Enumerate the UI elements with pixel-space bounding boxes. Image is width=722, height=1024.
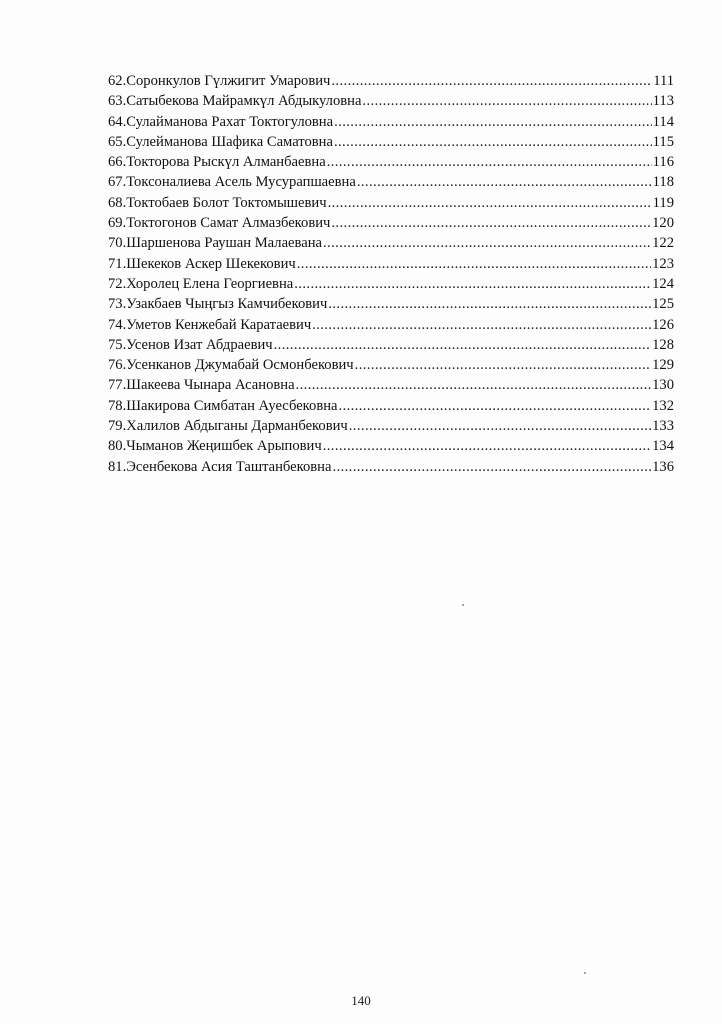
toc-dot-leader xyxy=(355,355,651,375)
toc-entry xyxy=(108,315,674,335)
toc-entry xyxy=(108,233,674,253)
toc-entry xyxy=(108,375,674,395)
toc-dot-leader xyxy=(362,91,651,111)
toc-dot-leader xyxy=(274,335,652,355)
toc-entry-name: 73.Узакбаев Чыңгыз Камчибекович xyxy=(108,296,328,313)
toc-entry-page: 136 xyxy=(652,458,674,475)
toc-entry-name: 64.Сулайманова Рахат Токтогуловна xyxy=(108,113,334,130)
toc-dot-leader xyxy=(327,152,652,172)
toc-dot-leader xyxy=(331,71,652,91)
toc-dot-leader xyxy=(334,132,652,152)
toc-entry xyxy=(108,396,674,416)
toc-entry xyxy=(108,355,674,375)
toc-entry xyxy=(108,193,674,213)
toc-entry xyxy=(108,132,674,152)
toc-entry-page: 122 xyxy=(652,235,674,252)
toc-dot-leader xyxy=(332,457,651,477)
toc-dot-leader xyxy=(296,375,652,395)
toc-entry-page: 133 xyxy=(652,418,674,435)
toc-entry-page: 116 xyxy=(652,154,674,171)
toc-dot-leader xyxy=(323,436,651,456)
toc-entry-name: 62.Соронкулов Гүлжигит Умарович xyxy=(108,73,331,89)
toc-dot-leader xyxy=(323,233,651,253)
toc-entry-name: 70.Шаршенова Раушан Малаевана xyxy=(108,235,322,252)
toc-entry-page: 124 xyxy=(652,275,674,292)
toc-dot-leader xyxy=(339,396,652,416)
toc-entry-page: 125 xyxy=(652,296,674,313)
toc-entry-name: 74.Уметов Кенжебай Каратаевич xyxy=(108,316,312,333)
scan-speck xyxy=(462,604,464,606)
toc-entry xyxy=(108,112,674,132)
toc-dot-leader xyxy=(331,213,651,233)
toc-dot-leader xyxy=(328,294,651,314)
toc-entry-page: 126 xyxy=(652,316,674,333)
toc-entry-page: 115 xyxy=(652,133,674,150)
toc-entry-name: 80.Чыманов Жеңишбек Арыпович xyxy=(108,438,322,455)
toc-entry-page: 118 xyxy=(652,174,674,191)
toc-entry-name: 67.Токсоналиева Асель Мусурапшаевна xyxy=(108,174,356,191)
toc-entry xyxy=(108,254,674,274)
scan-speck xyxy=(584,972,586,974)
page-number: 140 xyxy=(351,993,371,1008)
toc-entry-page: 119 xyxy=(652,194,674,211)
toc-entry-page: 128 xyxy=(652,336,674,353)
toc-dot-leader xyxy=(297,254,651,274)
toc-entry-page: 129 xyxy=(652,357,674,374)
toc-entry-name: 69.Токтогонов Самат Алмазбекович xyxy=(108,215,331,232)
toc-dot-leader xyxy=(312,315,651,335)
toc-entry-name: 68.Токтобаев Болот Токтомышевич xyxy=(108,194,327,211)
toc-entry xyxy=(108,274,674,294)
toc-entry-page: 111 xyxy=(653,73,674,89)
toc-entry-name: 75.Усенов Изат Абдраевич xyxy=(108,336,273,353)
toc-entry xyxy=(108,457,674,477)
toc-entry-page: 113 xyxy=(652,93,674,110)
toc-entry-page: 114 xyxy=(652,113,674,130)
toc-entry xyxy=(108,71,674,91)
toc-entry-page: 130 xyxy=(652,377,674,394)
toc-dot-leader xyxy=(349,416,651,436)
toc-entry-name: 78.Шакирова Симбатан Ауесбековна xyxy=(108,397,338,414)
toc-entry-name: 63.Сатыбекова Майрамкүл Абдыкуловна xyxy=(108,93,362,110)
toc-entry-page: 120 xyxy=(652,215,674,232)
toc-dot-leader xyxy=(357,172,652,192)
toc-entry-name: 66.Токторова Рыскүл Алманбаевна xyxy=(108,154,326,171)
table-of-contents xyxy=(108,71,674,477)
toc-entry xyxy=(108,172,674,192)
toc-entry xyxy=(108,91,674,111)
toc-entry-page: 132 xyxy=(652,397,674,414)
toc-entry-name: 71.Шекеков Аскер Шекекович xyxy=(108,255,296,272)
toc-entry xyxy=(108,294,674,314)
toc-entry-page: 134 xyxy=(652,438,674,455)
toc-entry xyxy=(108,213,674,233)
toc-entry-name: 76.Усенканов Джумабай Осмонбекович xyxy=(108,357,354,374)
toc-entry-name: 65.Сулейманова Шафика Саматовна xyxy=(108,133,333,150)
toc-entry-name: 72.Хоролец Елена Георгиевна xyxy=(108,275,294,292)
toc-entry-name: 77.Шакеева Чынара Асановна xyxy=(108,377,295,394)
toc-entry xyxy=(108,416,674,436)
toc-dot-leader xyxy=(334,112,652,132)
toc-entry xyxy=(108,152,674,172)
toc-dot-leader xyxy=(294,274,651,294)
toc-entry-name: 79.Халилов Абдыганы Дарманбекович xyxy=(108,418,348,435)
toc-entry xyxy=(108,335,674,355)
toc-entry-name: 81.Эсенбекова Асия Таштанбековна xyxy=(108,458,332,475)
toc-dot-leader xyxy=(328,193,652,213)
toc-entry xyxy=(108,436,674,456)
toc-entry-page: 123 xyxy=(652,255,674,272)
